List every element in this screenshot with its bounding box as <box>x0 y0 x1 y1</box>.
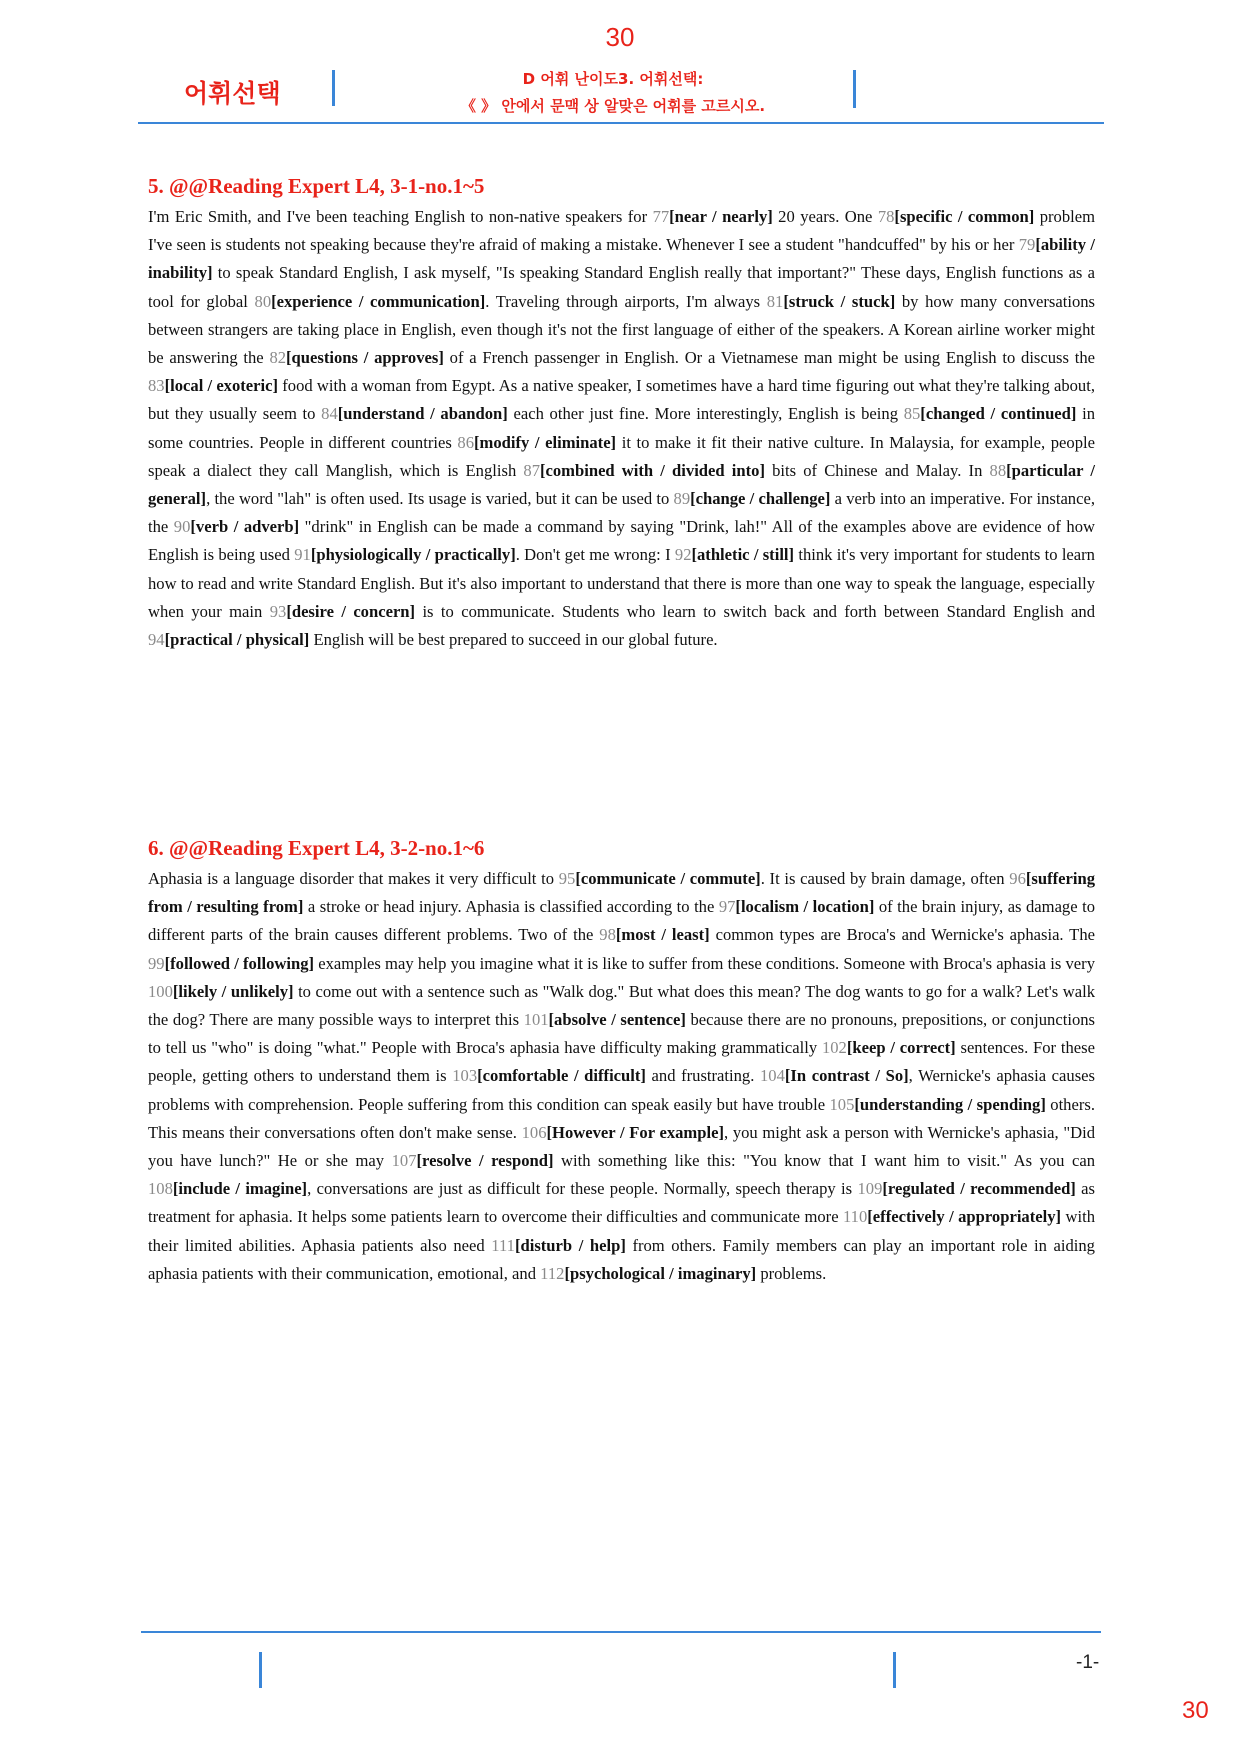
word-choice-options: [resolve / respond] <box>416 1151 554 1171</box>
passage-text-run: a verb into an imperative. For instance, the <box>148 489 1095 537</box>
question-number: 77 <box>652 207 670 226</box>
passage-text-run: with their limited abilities. Aphasia patients also need <box>148 1207 1095 1255</box>
word-choice-options: [change / challenge] <box>690 489 831 509</box>
word-choice-options: [modify / eliminate] <box>473 432 617 452</box>
word-choice-options: [likely / unlikely] <box>172 981 294 1001</box>
word-choice-options: [include / imagine] <box>172 1179 308 1199</box>
question-number: 96 <box>1009 869 1026 888</box>
word-choice-options: [communicate / commute] <box>575 869 761 888</box>
word-choice-options: [verb / adverb] <box>190 517 300 537</box>
passage-text-run: from others. Family members can play an important role in aiding aphasia patients with their communication, emotional, and <box>148 1235 1095 1283</box>
question-number: 85 <box>903 404 921 424</box>
question-number: 89 <box>673 489 691 509</box>
question-number: 97 <box>718 897 736 917</box>
header-instructions <box>328 66 898 120</box>
passage-text-run: problems. <box>756 1263 827 1283</box>
passage-text-run: . It is caused by brain damage, often <box>760 869 1010 888</box>
word-choice-options: [understand / abandon] <box>337 404 508 424</box>
passage-text-run: examples may help you imagine what it is like to suffer from these conditions. Someone with Broca's aphasia is very <box>314 953 1095 973</box>
passage-text-run: to come out with a sentence such as "Walk dog." But what does this mean? The dog wants to go for a walk? Let's walk the dog? There are many possible ways to interpret this <box>148 981 1096 1030</box>
word-choice-options: [local / exoteric] <box>164 376 279 396</box>
header-title: 어휘선택 <box>184 79 281 108</box>
question-number: 79 <box>1018 235 1036 255</box>
passage-text-run: problem I've seen is students not speaking because they're afraid of making a mistake. Whenever I see a student "handcuffed" by his or her <box>148 207 1095 255</box>
word-choice-options: [combined with / divided into] <box>539 460 765 480</box>
question-number: 86 <box>457 432 474 452</box>
word-choice-options: [specific / common] <box>894 207 1035 226</box>
page-number-top: 30 <box>605 22 635 52</box>
word-choice-options: [ability / inability] <box>148 235 1095 283</box>
footer-rule <box>141 1631 1101 1633</box>
footer-divider-left <box>259 1652 262 1688</box>
word-choice-options: [struck / stuck] <box>783 291 896 311</box>
word-choice-options: [questions / approves] <box>286 348 444 368</box>
word-choice-options: [psychological / imaginary] <box>564 1263 757 1283</box>
word-choice-options: [effectively / appropriately] <box>867 1207 1062 1227</box>
passage-text-run: English will be best prepared to succeed in our global future. <box>309 630 718 650</box>
passage-text-run: because there are no pronouns, prepositions, or conjunctions to tell us "who" is doing "what." People with Broca's aphasia have difficulty making grammatically <box>148 1010 1095 1058</box>
header-divider-right <box>853 70 856 108</box>
question-number: 90 <box>173 517 191 537</box>
question-number: 111 <box>491 1235 515 1255</box>
passage-text <box>148 865 1095 1288</box>
question-number: 99 <box>148 953 165 973</box>
word-choice-options: [However / For example] <box>546 1122 724 1142</box>
section-6 <box>148 836 1095 1288</box>
word-choice-options: [followed / following] <box>164 953 315 973</box>
passage-text-run: of the brain injury, as damage to different parts of the brain causes different problems. Two of the <box>148 897 1095 945</box>
question-number: 98 <box>599 925 616 945</box>
passage-text-run: I'm Eric Smith, and I've been teaching English to non-native speakers for <box>148 207 653 226</box>
passage-text-run: , conversations are just as difficult for these people. Normally, speech therapy is <box>307 1179 858 1199</box>
passage-text-run: bits of Chinese and Malay. In <box>764 460 990 480</box>
passage-text-run: Aphasia is a language disorder that makes it very difficult to <box>148 869 559 888</box>
section-5 <box>148 174 1095 654</box>
passage-text-run: 20 years. One <box>772 207 878 226</box>
question-number: 88 <box>989 460 1007 480</box>
passage-text-run: "drink" in English can be made a command by saying "Drink, lah!" All of the examples above are evidence of how English is being used <box>148 517 1095 565</box>
word-choice-options: [changed / continued] <box>920 404 1077 424</box>
word-choice-options: [particular / general] <box>148 460 1095 509</box>
word-choice-options: [comfortable / difficult] <box>477 1066 646 1086</box>
word-choice-options: [suffering from / resulting from] <box>148 869 1096 917</box>
passage-text-run: common types are Broca's and Wernicke's aphasia. The <box>709 925 1095 945</box>
header-subtitle-line1: D 어휘 난이도3. 어휘선택: <box>522 70 704 88</box>
question-number: 82 <box>269 348 287 368</box>
passage-text-run: . Don't get me wrong: I <box>515 545 675 565</box>
question-number: 81 <box>766 291 784 311</box>
question-number: 83 <box>148 376 165 396</box>
passage-text-run: each other just fine. More interestingly, English is being <box>507 404 904 424</box>
passage-text-run: , the word "lah" is often used. Its usage is varied, but it can be used to <box>206 489 674 509</box>
question-number: 112 <box>540 1263 565 1283</box>
question-number: 95 <box>558 869 576 888</box>
page-header <box>138 66 1104 124</box>
word-choice-options: [practical / physical] <box>164 630 310 650</box>
corner-page-number: 30 <box>1182 1697 1209 1724</box>
passage-text-run: others. This means their conversations often don't make sense. <box>148 1094 1095 1142</box>
word-choice-options: [localism / location] <box>735 897 875 917</box>
passage-text-run: in some countries. People in different countries <box>148 404 1096 452</box>
question-number: 91 <box>294 545 311 565</box>
question-number: 105 <box>829 1094 855 1114</box>
question-number: 100 <box>148 981 173 1001</box>
header-subtitle-line2: 《 》 안에서 문맥 상 알맞은 어휘를 고르시오. <box>460 97 766 115</box>
question-number: 108 <box>148 1179 173 1199</box>
question-number: 104 <box>760 1066 785 1086</box>
question-number: 87 <box>523 460 540 480</box>
passage-text-run: sentences. For these people, getting others to understand them is <box>148 1038 1095 1086</box>
passage-text-run: a stroke or head injury. Aphasia is classified according to the <box>303 897 719 917</box>
question-number: 92 <box>674 545 692 565</box>
passage-text-run: of a French passenger in English. Or a Vietnamese man might be using English to discuss the <box>443 348 1095 368</box>
passage-text-run: think it's very important for students to learn how to read and write Standard English. But it's also important to understand that there is more than one way to speak the language, especially when your main <box>148 545 1095 621</box>
section-title: 5. @@Reading Expert L4, 3-1-no.1~5 <box>148 174 485 198</box>
question-number: 94 <box>148 630 165 650</box>
word-choice-options: [experience / communication] <box>271 291 486 311</box>
question-number: 101 <box>523 1010 549 1030</box>
passage-text-run: , Wernicke's aphasia causes problems with comprehension. People suffering from this condition can speak easily but have trouble <box>148 1066 1095 1114</box>
passage-text-run: and frustrating. <box>645 1066 760 1086</box>
question-number: 103 <box>452 1066 478 1086</box>
question-number: 106 <box>521 1122 547 1142</box>
question-number: 107 <box>391 1151 417 1171</box>
footer-page-label: -1- <box>1076 1652 1100 1673</box>
word-choice-options: [most / least] <box>615 925 710 945</box>
passage-text-run: by how many conversations between strangers are taking place in English, even though it's not the first language of either of the speakers. A Korean airline worker might be answering the <box>148 291 1096 368</box>
question-number: 93 <box>269 601 287 621</box>
word-choice-options: [In contrast / So] <box>784 1066 909 1086</box>
question-number: 110 <box>843 1207 868 1227</box>
passage-text-run: food with a woman from Egypt. As a native speaker, I sometimes have a hard time figuring out what they're talking about, but they usually seem to <box>148 376 1095 424</box>
passage-text-run: it to make it fit their native culture. In Malaysia, for example, people speak a dialect they call Manglish, which is English <box>148 432 1095 480</box>
word-choice-options: [athletic / still] <box>691 545 795 565</box>
passage-text <box>148 203 1095 654</box>
word-choice-options: [physiologically / practically] <box>310 545 516 565</box>
question-number: 80 <box>254 291 272 311</box>
section-title: 6. @@Reading Expert L4, 3-2-no.1~6 <box>148 836 485 860</box>
question-number: 109 <box>857 1179 883 1199</box>
word-choice-options: [desire / concern] <box>286 601 416 621</box>
word-choice-options: [understanding / spending] <box>854 1094 1046 1114</box>
footer-divider-right <box>893 1652 896 1688</box>
word-choice-options: [disturb / help] <box>514 1235 626 1255</box>
passage-text-run: as treatment for aphasia. It helps some patients learn to overcome their difficulties and communicate more <box>148 1179 1095 1227</box>
passage-text-run: to speak Standard English, I ask myself, "Is speaking Standard English really that important?" These days, English functions as a tool for global <box>148 263 1095 311</box>
passage-text-run: . Traveling through airports, I'm always <box>485 291 767 311</box>
word-choice-options: [regulated / recommended] <box>882 1179 1076 1199</box>
question-number: 78 <box>877 207 895 226</box>
word-choice-options: [keep / correct] <box>846 1038 956 1058</box>
word-choice-options: [absolve / sentence] <box>548 1010 686 1030</box>
word-choice-options: [near / nearly] <box>669 207 773 226</box>
passage-text-run: , you might ask a person with Wernicke's aphasia, "Did you have lunch?" He or she may <box>148 1122 1096 1171</box>
passage-text-run: with something like this: "You know that I want him to visit." As you can <box>553 1151 1095 1171</box>
header-rule <box>138 122 1104 124</box>
question-number: 102 <box>821 1038 847 1058</box>
question-number: 84 <box>321 404 338 424</box>
passage-text-run: is to communicate. Students who learn to switch back and forth between Standard English and <box>415 601 1096 621</box>
